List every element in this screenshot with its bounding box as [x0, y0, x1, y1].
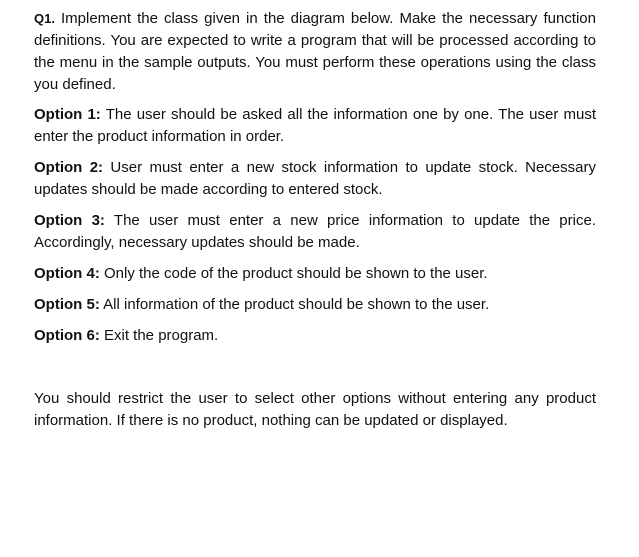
option-1-label: Option 1: — [34, 106, 101, 123]
option-2-text: User must enter a new stock information to update stock. Necessary updates should be made according to entered stock. — [34, 159, 596, 198]
option-2-paragraph — [34, 157, 596, 201]
option-4-text: Only the code of the product should be shown to the user. — [99, 265, 488, 282]
option-4-paragraph — [34, 263, 596, 285]
option-6-text: Exit the program. — [99, 327, 219, 344]
option-4-label: Option 4: — [34, 265, 100, 282]
assignment-document — [34, 8, 596, 432]
option-3-label: Option 3: — [34, 212, 105, 229]
spacer — [34, 356, 596, 388]
option-6-label: Option 6: — [34, 327, 100, 344]
option-2-label: Option 2: — [34, 159, 104, 176]
option-5-paragraph — [34, 294, 596, 316]
question-text: Implement the class given in the diagram below. Make the necessary function definitions. You are expected to write a program that will be processed according to the menu in the sample outputs. You must perform these operations using the class you defined. — [34, 10, 596, 93]
option-1-paragraph — [34, 104, 596, 148]
option-3-text: The user must enter a new price information to update the price. Accordingly, necessary updates should be made. — [34, 212, 596, 251]
option-5-text: All information of the product should be shown to the user. — [99, 296, 490, 313]
option-3-paragraph — [34, 210, 596, 254]
option-1-text: The user should be asked all the information one by one. The user must enter the product information in order. — [34, 106, 596, 145]
restriction-note: You should restrict the user to select other options without entering any product information. If there is no product, nothing can be updated or displayed. — [34, 390, 596, 429]
option-5-label: Option 5: — [34, 296, 100, 313]
question-paragraph — [34, 8, 596, 96]
question-label: Q1. — [34, 11, 55, 26]
option-6-paragraph — [34, 325, 596, 347]
